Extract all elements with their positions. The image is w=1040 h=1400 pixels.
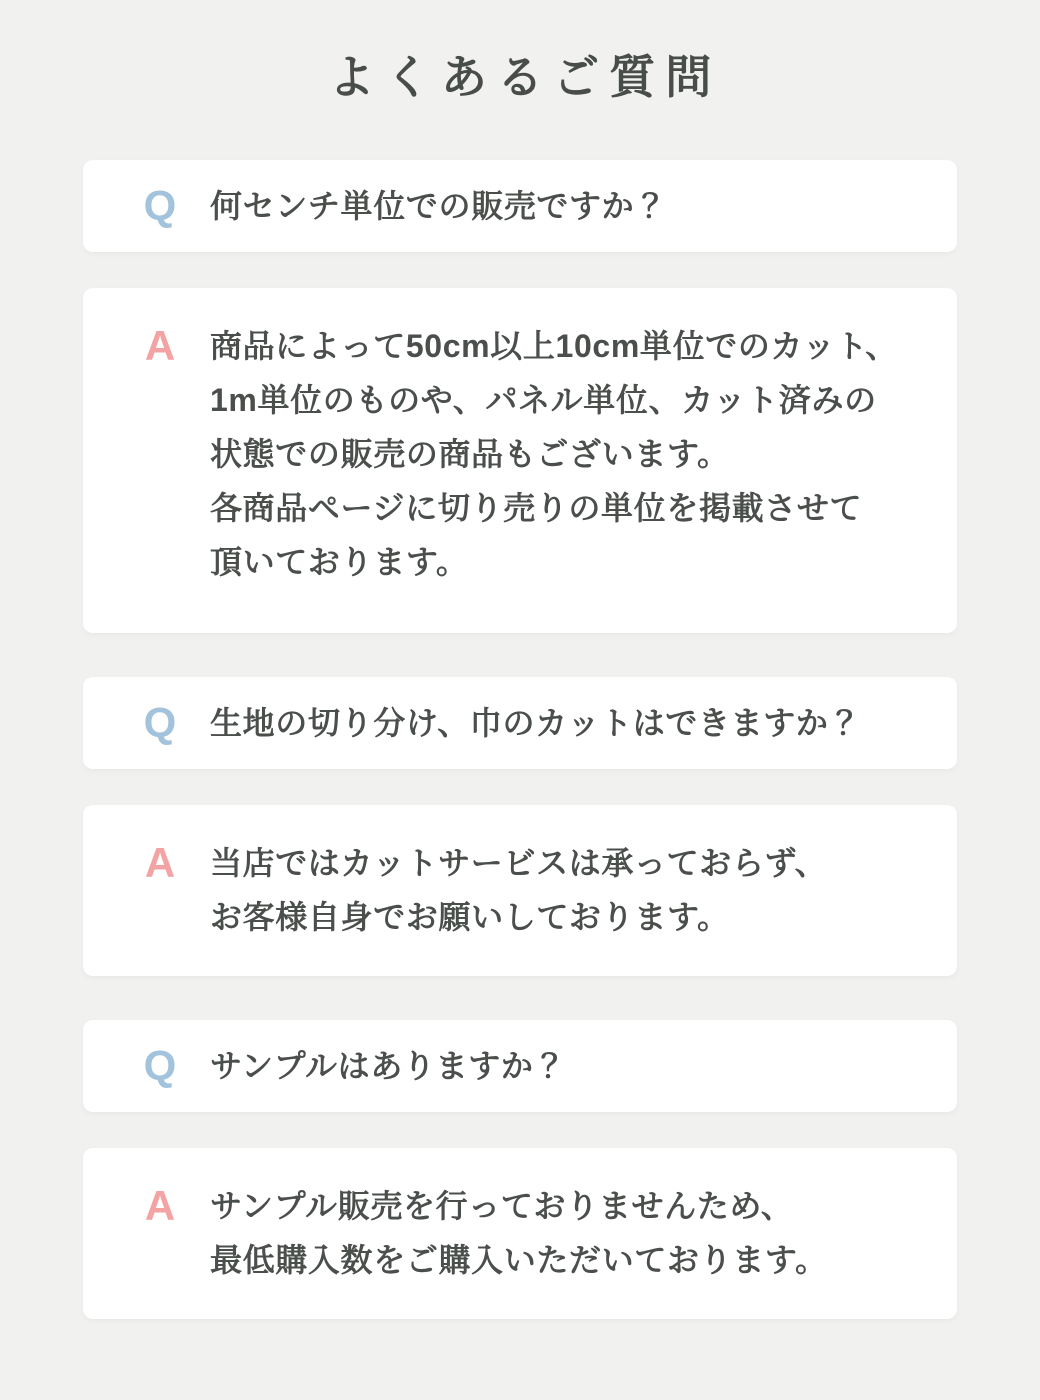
answer-card bbox=[83, 288, 957, 633]
answer-text: 商品によって50cm以上10cm単位でのカット、 1m単位のものや、パネル単位、カット済みの 状態での販売の商品もございます。 各商品ページに切り売りの単位を掲載させて 頂いております。 bbox=[210, 327, 898, 580]
answer-card bbox=[83, 1148, 957, 1319]
question-card bbox=[83, 1020, 957, 1112]
answer-text: 当店ではカットサービスは承っておらず、 お客様自身でお願いしております。 bbox=[210, 844, 828, 935]
a-badge: A bbox=[144, 1181, 176, 1229]
question-text: サンプルはありますか？ bbox=[210, 1047, 567, 1084]
answer-text: サンプル販売を行っておりませんため、 最低購入数をご購入いただいております。 bbox=[210, 1187, 828, 1278]
answer-card bbox=[83, 805, 957, 976]
q-badge: Q bbox=[143, 698, 177, 746]
q-badge: Q bbox=[143, 181, 177, 229]
a-badge: A bbox=[144, 838, 176, 886]
question-text: 何センチ単位での販売ですか？ bbox=[210, 187, 667, 224]
question-card bbox=[83, 160, 957, 252]
a-badge: A bbox=[144, 321, 176, 369]
faq-list bbox=[83, 160, 957, 1319]
question-card bbox=[83, 677, 957, 769]
question-text: 生地の切り分け、巾のカットはできますか？ bbox=[210, 704, 862, 741]
page-title: よくあるご質問 bbox=[328, 51, 722, 103]
q-badge: Q bbox=[143, 1041, 177, 1089]
